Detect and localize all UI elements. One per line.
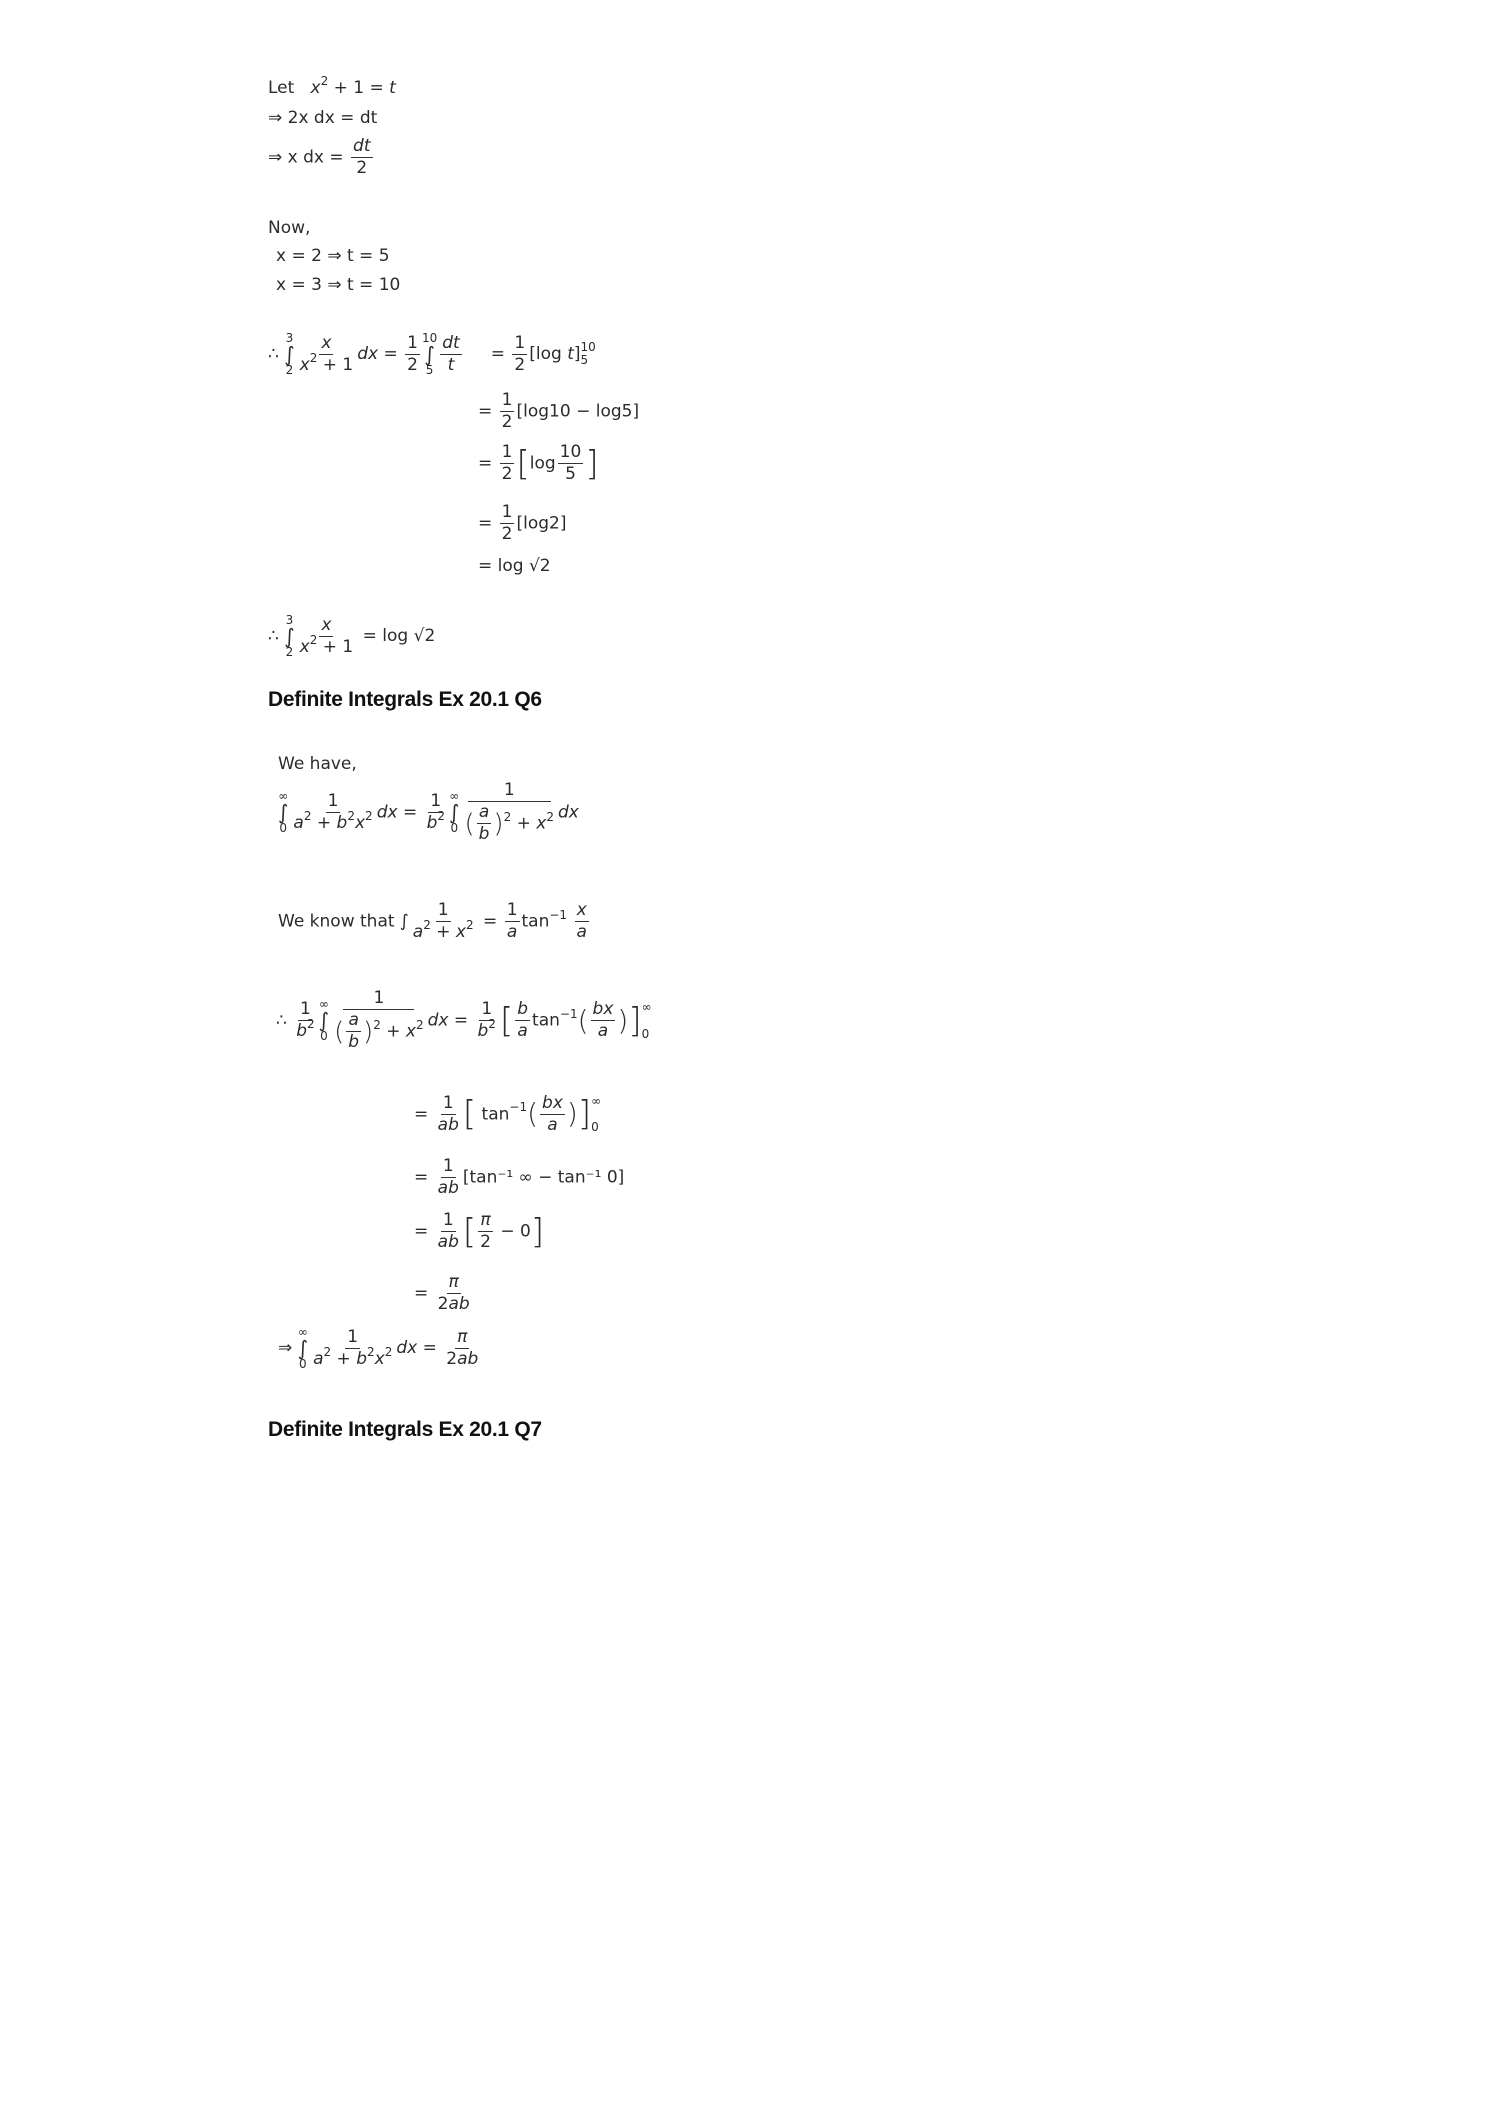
integral-sign: ∞ ∫ 0 [318,997,330,1043]
log-difference-text: [log10 − log5] [516,401,640,422]
step-log-quotient: = $\frac{1}{2}$ [log $\frac{10}{5}$ ] [478,442,599,484]
q6-step-result: = $\frac{\pi}{2ab}$ [414,1272,470,1314]
q6-final-result: ⇒ ∞ ∫ 0 $\frac{1}{a^2 + b^2x^2}$ dx = $\frac{\pi}{2ab}$ [278,1325,479,1371]
now-label: Now, [268,218,311,238]
standard-formula-line: We know that ∫ $\frac{1}{a^2 + x^2}$ = $\frac{1}{a}$ $\tan^{-1}$ $\frac{x}{a}$ [278,900,587,942]
q6-heading: Definite Integrals Ex 20.1 Q6 [268,688,542,711]
integral-substitution-line: ∴ 3 ∫ 2 $\frac{x}{x^2 + 1}$ dx = $\frac{1}{2}$ 10 ∫ 5 $\frac{dt}{t}$ = $\frac{1}{2}$ [log t] 10 5 [268,331,596,377]
integral-sign: ∞ ∫ 0 [297,1325,309,1371]
integral-sign: ∞ ∫ 0 [278,789,289,835]
dt-over-2-fraction: $\frac{dt}{2}$ [353,136,371,178]
differential-line: ⇒ 2x dx = dt [268,108,378,128]
q6-step-pi-half: = $\frac{1}{ab}$ [ $\frac{\pi}{2}$ − 0] [414,1210,545,1252]
q6-rewrite-line: ∞ ∫ 0 $\frac{1}{a^2 + b^2x^2}$ dx = $\frac{1}{b^2}$ ∞ ∫ 0 1 ( $\frac{a}{b}$ )$^2 + x^2$ dx [278,780,579,844]
q5-final-result: ∴ 3 ∫ 2 $\frac{x}{x^2 + 1}$ = log √2 [268,613,436,659]
q6-evaluation-line: ∴ $\frac{1}{b^2}$ ∞ ∫ 0 1 ( $\frac{a}{b}$ )$^2 + x^2$ dx = $\frac{1}{b^2}$ [ $\frac{b}{a}$ $\tan^{-1}$( $\frac{bx}{a}$ )] ∞ 0 [276,988,652,1052]
q6-step-tan-bounds: = $\frac{1}{ab}$ [ $\tan^{-1}$( $\frac{bx}{a}$ )] ∞ 0 [414,1092,602,1135]
x-dx-line [268,138,375,177]
limit-line-1: x = 2 ⇒ t = 5 [276,246,390,266]
x-dx-label: ⇒ x dx = [268,147,344,168]
we-know-label: We know that [278,911,395,932]
integral-sign: 3 ∫ 2 [284,331,295,377]
tan-limits-text: [tan⁻¹ ∞ − tan⁻¹ 0] [462,1167,625,1188]
step-log-difference: = $\frac{1}{2}$ [log10 − log5] [478,390,640,432]
integral-sign: ∞ ∫ 0 [449,789,460,835]
let-substitution-line: Let $x^2 + 1 = t$ [268,74,396,98]
q6-step-tan-limits: = $\frac{1}{ab}$ [tan⁻¹ ∞ − tan⁻¹ 0] [414,1156,625,1198]
integral-sign: 10 ∫ 5 [421,331,438,377]
step-log-root2: = log √2 [478,556,551,576]
q5-final-rhs: = log √2 [362,626,436,647]
we-have-label: We have, [278,754,357,774]
step-log2: = $\frac{1}{2}$ [log2] [478,502,567,544]
q7-heading: Definite Integrals Ex 20.1 Q7 [268,1418,542,1441]
let-label: Let [268,78,295,98]
limit-line-2: x = 3 ⇒ t = 10 [276,275,401,295]
integral-sign: 3 ∫ 2 [284,613,295,659]
log2-text: [log2] [516,513,567,534]
